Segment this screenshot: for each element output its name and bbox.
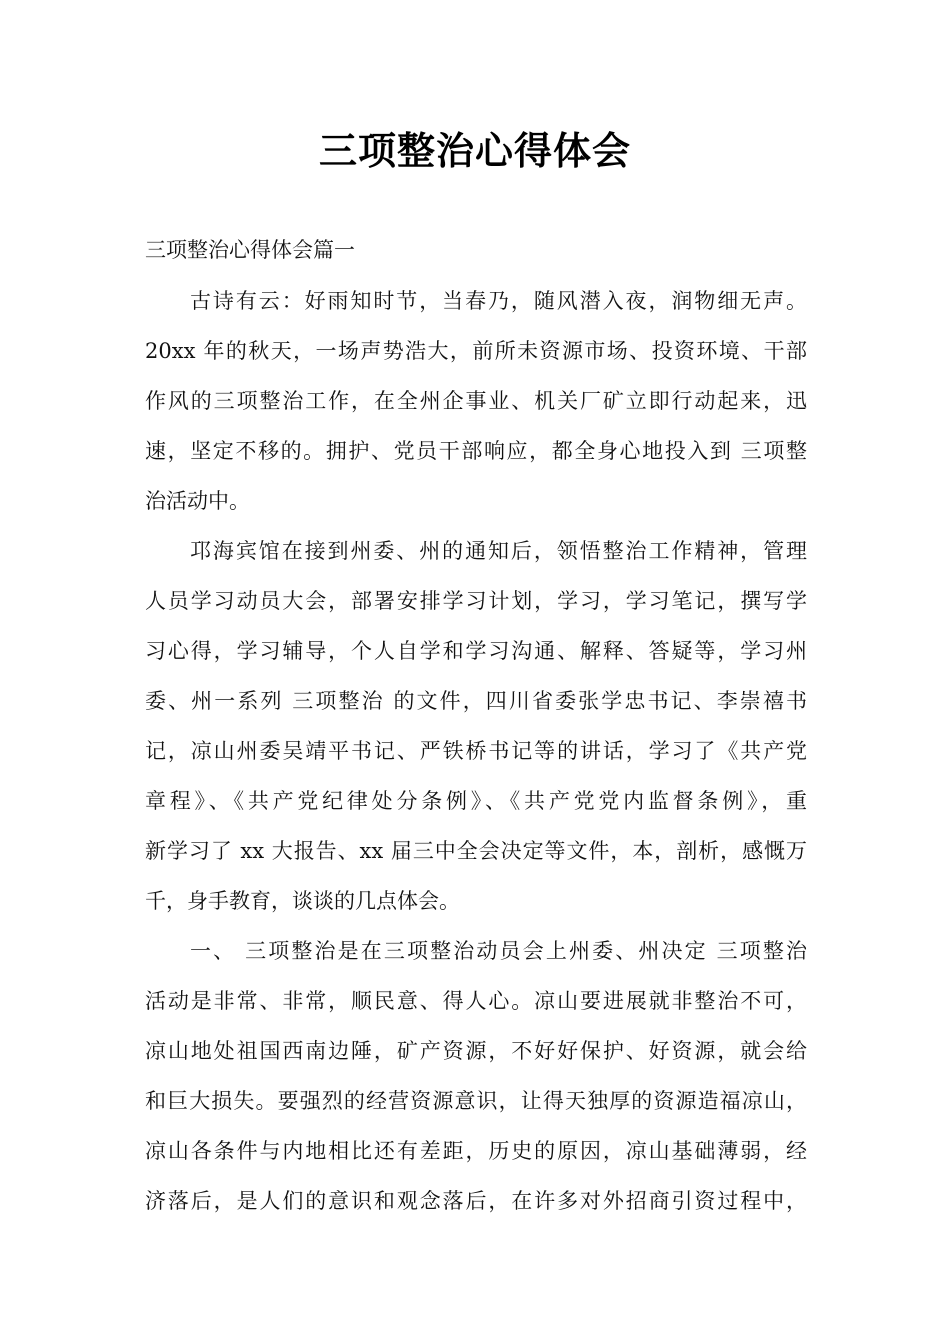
section-heading: 三项整治心得体会篇一 (145, 238, 355, 262)
paragraph-2-line-2: 人员学习动员大会，部署安排学习计划，学习，学习笔记，撰写学 (145, 589, 807, 613)
paragraph-3-line-3: 凉山地处祖国西南边陲，矿产资源，不好好保护、好资源，就会给 (145, 1039, 807, 1063)
document-title: 三项整治心得体会 (318, 128, 631, 173)
paragraph-2-line-8: 千，身手教育，谈谈的几点体会。 (145, 889, 460, 913)
paragraph-2-line-5: 记，凉山州委吴靖平书记、严铁桥书记等的讲话，学习了《共产党 (145, 739, 807, 763)
paragraph-2-line-6: 章程》、《共产党纪律处分条例》、《共产党党内监督条例》，重 (145, 789, 807, 813)
paragraph-3-line-6: 济落后，是人们的意识和观念落后，在许多对外招商引资过程中， (145, 1189, 807, 1213)
paragraph-3-line-2: 活动是非常、非常，顺民意、得人心。凉山要进展就非整治不可， (145, 989, 807, 1013)
paragraph-1-line-1: 古诗有云：好雨知时节，当春乃，随风潜入夜，润物细无声。 (190, 289, 807, 313)
paragraph-3-line-1: 一、 三项整治是在三项整治动员会上州委、州决定 三项整治 (190, 939, 807, 963)
paragraph-2-line-7: 新学习了 xx 大报告、xx 届三中全会决定等文件，本，剖析，感慨万 (145, 839, 807, 863)
paragraph-2-line-4: 委、州一系列 三项整治 的文件，四川省委张学忠书记、李崇禧书 (145, 689, 807, 713)
paragraph-2-line-1: 邛海宾馆在接到州委、州的通知后，领悟整治工作精神，管理 (190, 539, 807, 563)
paragraph-1-line-4: 速，坚定不移的。拥护、党员干部响应，都全身心地投入到 三项整 (145, 439, 807, 463)
paragraph-1-line-3: 作风的三项整治工作，在全州企事业、机关厂矿立即行动起来，迅 (145, 389, 807, 413)
paragraph-1-line-5: 治活动中。 (145, 489, 250, 513)
paragraph-3-line-4: 和巨大损失。要强烈的经营资源意识，让得天独厚的资源造福凉山， (145, 1089, 807, 1113)
paragraph-1-line-2: 20xx 年的秋天，一场声势浩大，前所未资源市场、投资环境、干部 (145, 339, 807, 363)
paragraph-2-line-3: 习心得，学习辅导，个人自学和学习沟通、解释、答疑等，学习州 (145, 639, 807, 663)
paragraph-3-line-5: 凉山各条件与内地相比还有差距，历史的原因，凉山基础薄弱，经 (145, 1139, 807, 1163)
